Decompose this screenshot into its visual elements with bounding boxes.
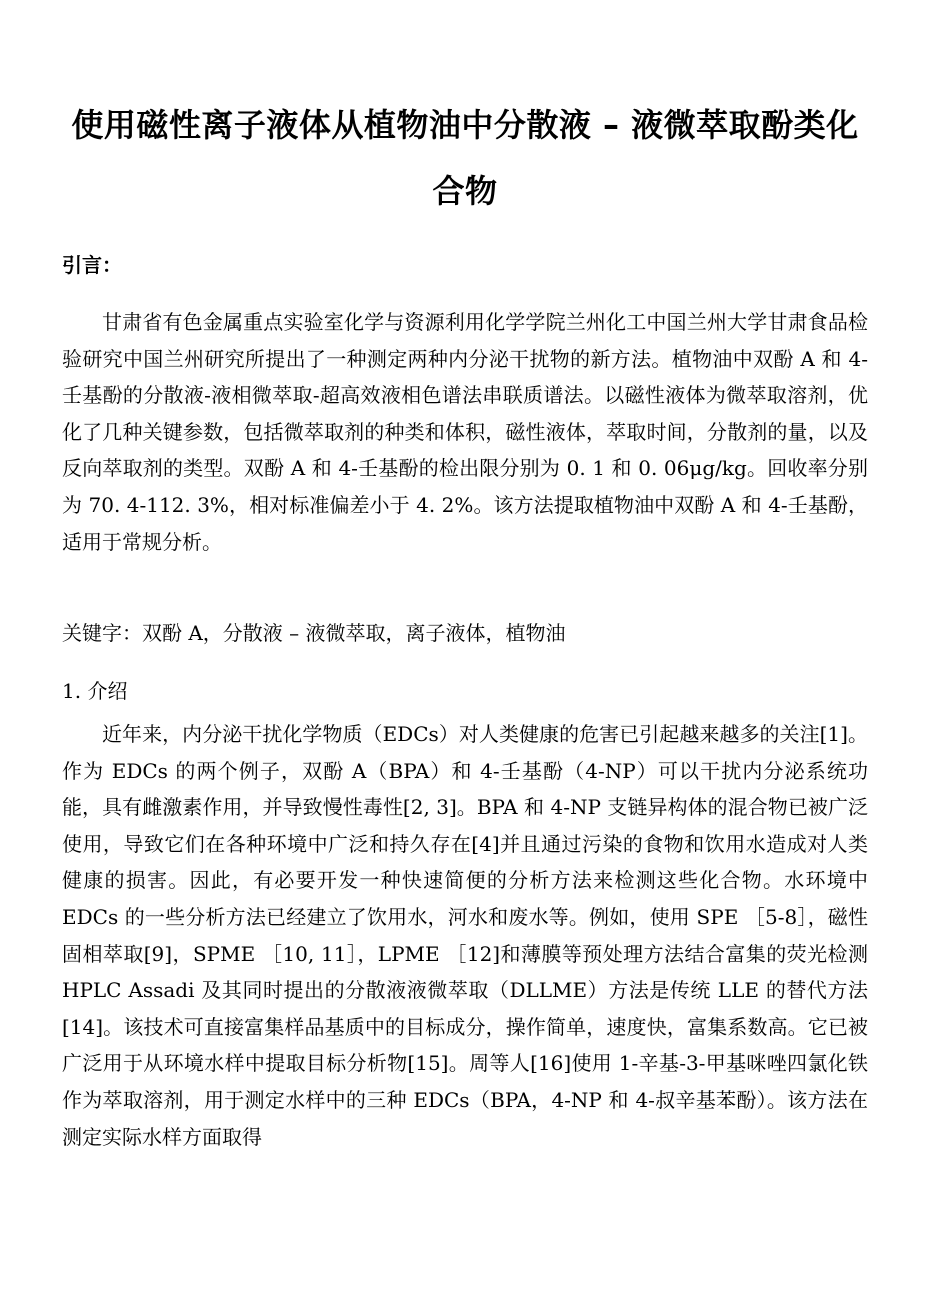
abstract-paragraph: 甘肃省有色金属重点实验室化学与资源利用化学学院兰州化工中国兰州大学甘肃食品检验研究中国兰州研究所提出了一种测定两种内分泌干扰物的新方法。植物油中双酚 A 和 4-壬基酚的分散液-液相微萃取-超高效液相色谱法串联质谱法。以磁性液体为微萃取溶剂，优化了几种关键参数，包括微萃取剂的种类和体积，磁性液体，萃取时间，分散剂的量，以及反向萃取剂的类型。双酚 A 和 4-壬基酚的检出限分别为 0. 1 和 0. 06μg/kg。回收率分别为 70. 4-112. 3%，相对标准偏差小于 4. 2%。该方法提取植物油中双酚 A 和 4-壬基酚，适用于常规分析。 <box>62 310 868 554</box>
document-title: 使用磁性离子液体从植物油中分散液 – 液微萃取酚类化合物 <box>71 106 859 210</box>
keywords-line: 关键字：双酚 A，分散液 – 液微萃取，离子液体，植物油 <box>62 621 566 645</box>
section-heading-introduction: 1. 介绍 <box>62 679 128 703</box>
body-paragraph: 近年来，内分泌干扰化学物质（EDCs）对人类健康的危害已引起越来越多的关注[1]。作为 EDCs 的两个例子，双酚 A（BPA）和 4-壬基酚（4-NP）可以干扰内分泌系统功能，具有雌激素作用，并导致慢性毒性[2, 3]。BPA 和 4-NP 支链异构体的混合物已被广泛使用，导致它们在各种环境中广泛和持久存在[4]并且通过污染的食物和饮用水造成对人类健康的损害。因此，有必要开发一种快速简便的分析方法来检测这些化合物。水环境中 EDCs 的一些分析方法已经建立了饮用水，河水和废水等。例如，使用 SPE ［5-8］，磁性固相萃取[9]，SPME ［10, 11］，LPME ［12]和薄膜等预处理方法结合富集的荧光检测 HPLC Assadi 及其同时提出的分散液液微萃取（DLLME）方法是传统 LLE 的替代方法[14]。该技术可直接富集样品基质中的目标成分，操作简单，速度快，富集系数高。它已被广泛用于从环境水样中提取目标分析物[15]。周等人[16]使用 1-辛基-3-甲基咪唑四氯化铁作为萃取溶剂，用于测定水样中的三种 EDCs（BPA，4-NP 和 4-叔辛基苯酚）。该方法在测定实际水样方面取得 <box>62 722 868 1149</box>
intro-heading: 引言： <box>62 253 122 277</box>
